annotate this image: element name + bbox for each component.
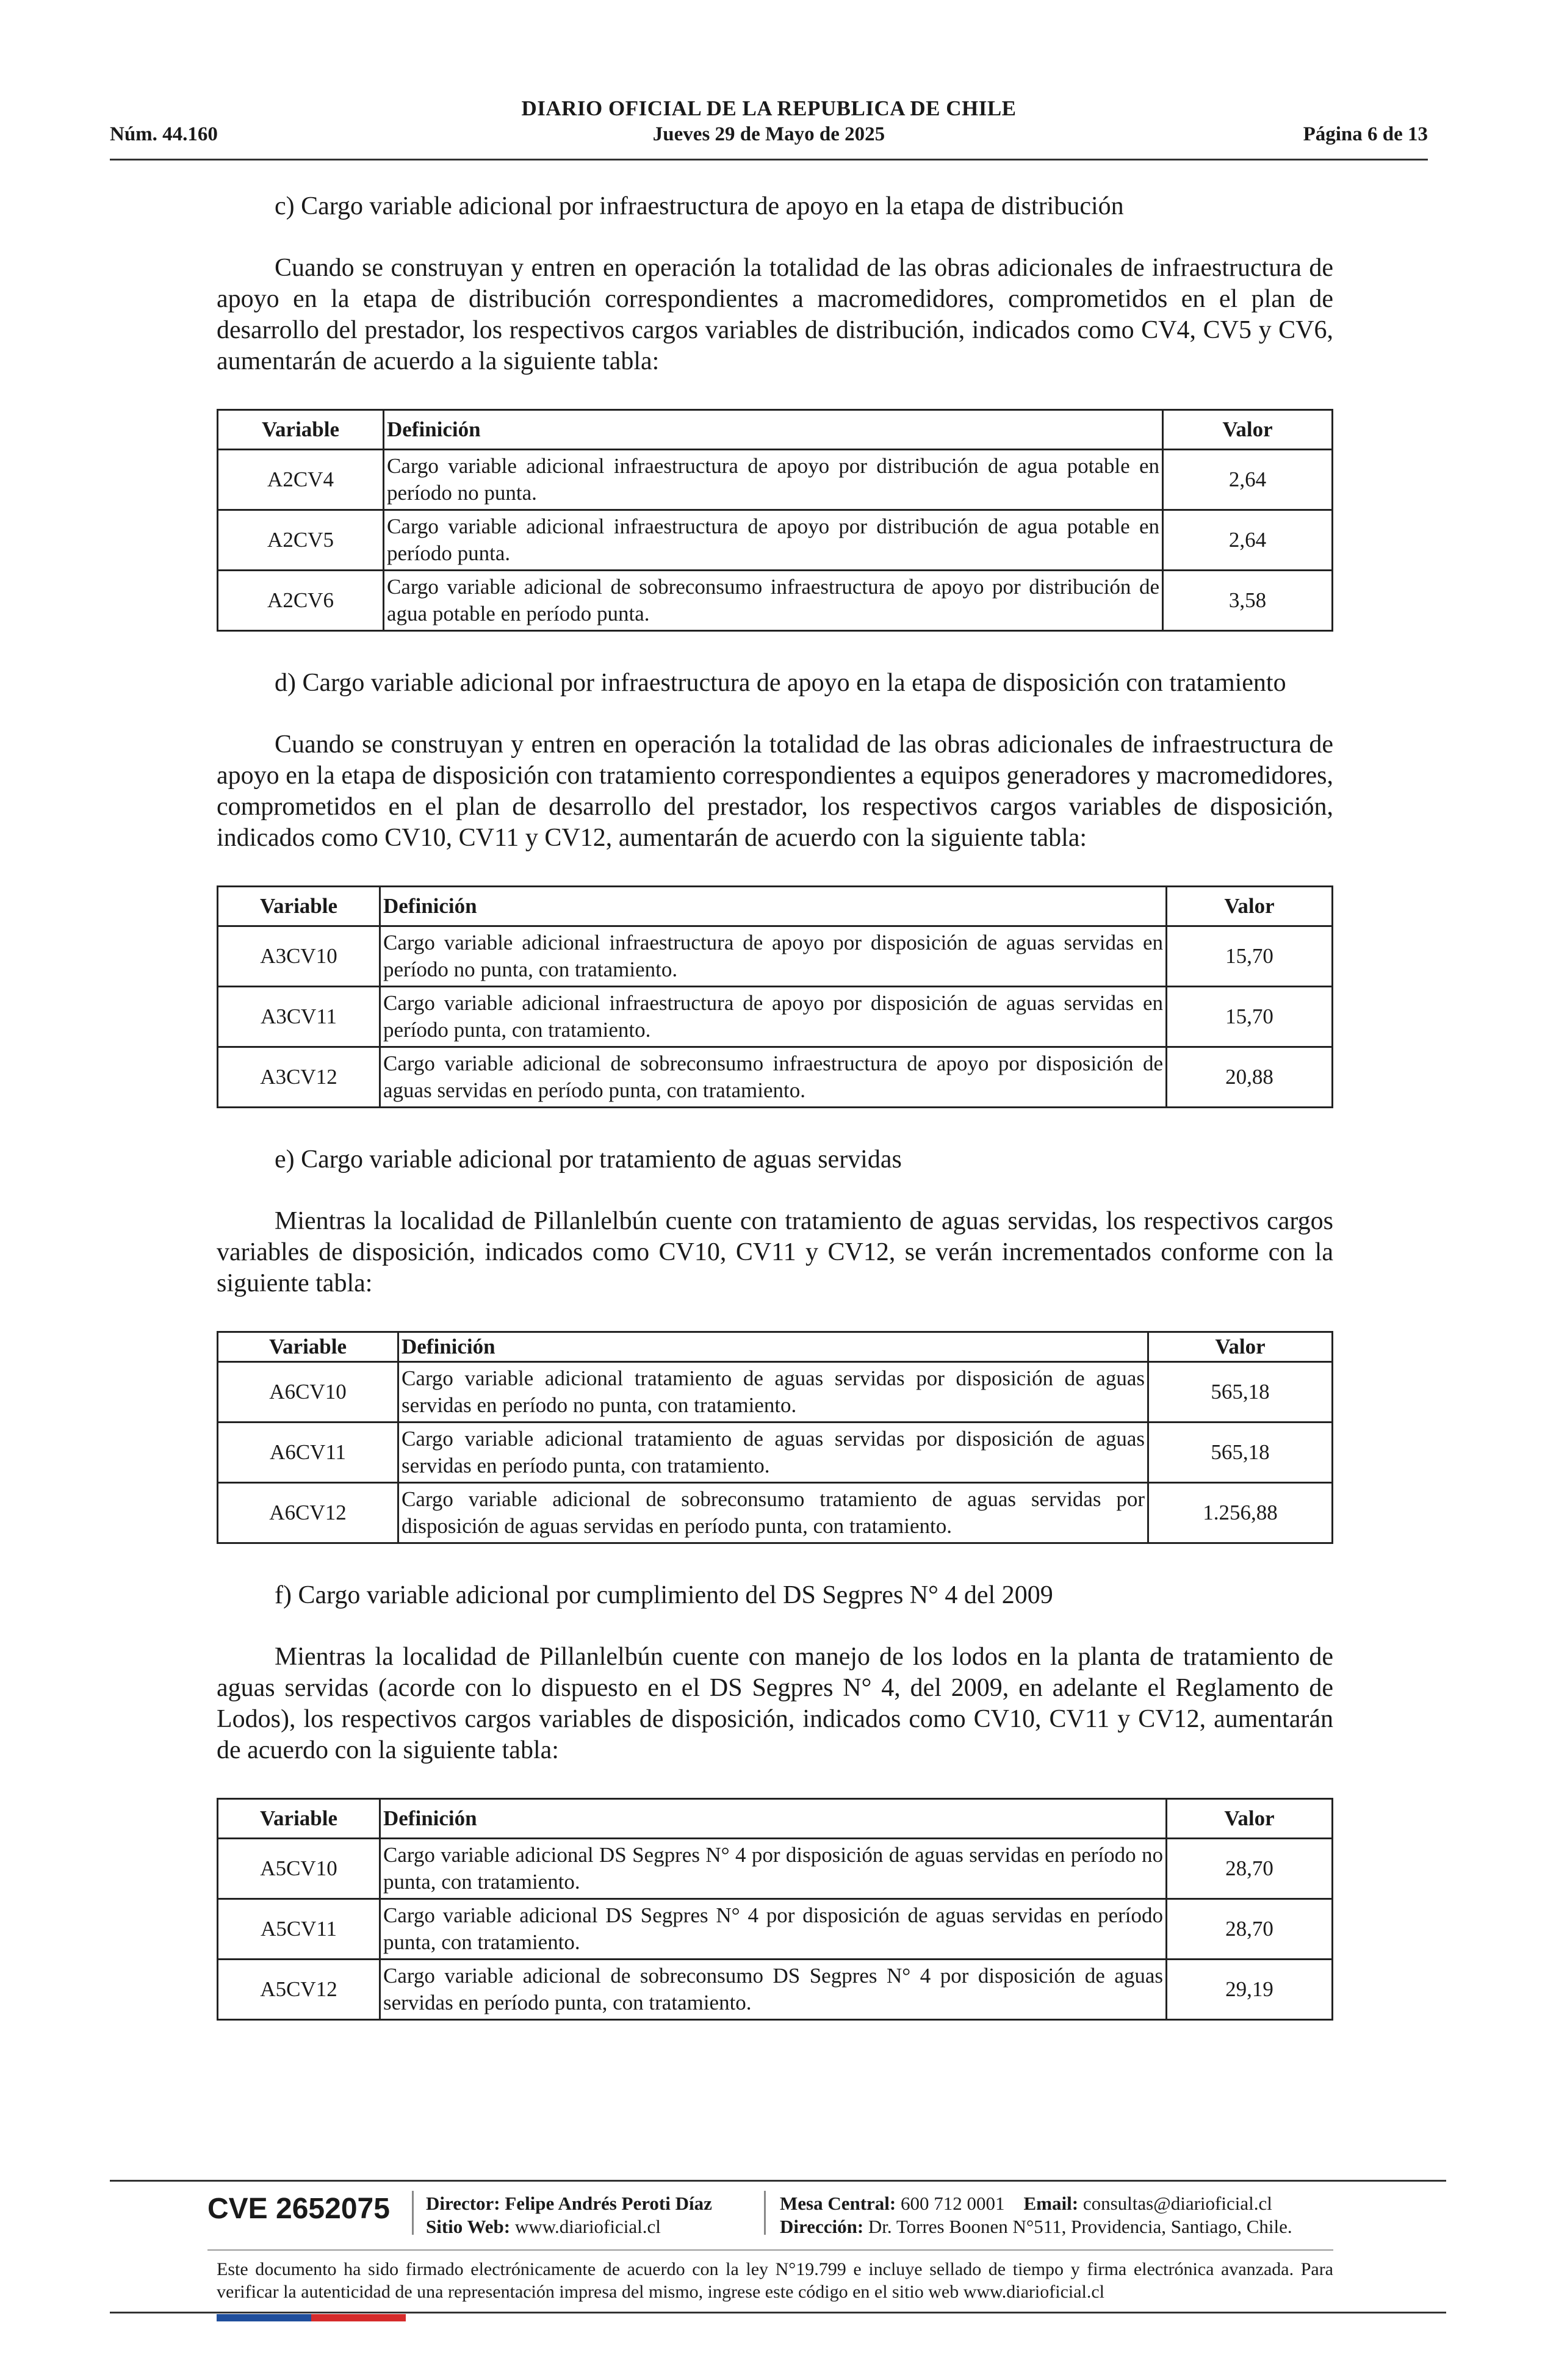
section-paragraph: Cuando se construyan y entren en operación la totalidad de las obras adicionales de infraestructura de apoyo en la etapa de disposición con tratamiento correspondientes a equipos generadores y macromedidores, comprometidos en el plan de desarrollo del prestador, los respectivos cargos variables de disposición, indicados como CV10, CV11 y CV12, aumentarán de acuerdo con la siguiente tabla:: [217, 730, 1333, 852]
table-row: [218, 1362, 1333, 1423]
table-row: [218, 1839, 1333, 1899]
value-cell: 15,70: [1167, 926, 1333, 987]
charges-table: [217, 1331, 1333, 1544]
variable-cell: A2CV6: [218, 571, 384, 631]
phone-number: 600 712 0001: [901, 2193, 1005, 2214]
value-cell: 28,70: [1167, 1839, 1333, 1899]
variable-cell: A3CV10: [218, 926, 380, 987]
variable-cell: A2CV4: [218, 450, 384, 510]
table-header-row: [218, 887, 1333, 926]
value-cell: 1.256,88: [1148, 1483, 1333, 1543]
footer-disclaimer: Este documento ha sido firmado electrónicamente de acuerdo con la ley N°19.799 e incluye sellado de tiempo y firma electrónica avanzada. Para verificar la autenticidad de una representación impresa del mismo, ingrese este código en el sitio web www.diarioficial.cl: [217, 2259, 1333, 2302]
section-heading: c) Cargo variable adicional por infraestructura de apoyo en la etapa de distribución: [275, 192, 1124, 220]
column-header: Valor: [1167, 887, 1333, 926]
value-cell: 565,18: [1148, 1423, 1333, 1483]
table-row: [218, 1423, 1333, 1483]
footer-bottom-rule: [110, 2312, 1446, 2313]
variable-cell: A5CV10: [218, 1839, 380, 1899]
site-label: Sitio Web:: [426, 2216, 511, 2237]
definition-cell: Cargo variable adicional de sobreconsumo DS Segpres N° 4 por disposición de aguas servidas en período punta, con tratamiento.: [380, 1960, 1167, 2020]
column-header: Variable: [218, 1332, 398, 1362]
issue-date: Jueves 29 de Mayo de 2025: [652, 123, 885, 145]
value-cell: 2,64: [1163, 510, 1333, 571]
definition-cell: Cargo variable adicional tratamiento de aguas servidas por disposición de aguas servidas en período punta, con tratamiento.: [398, 1423, 1148, 1483]
page-number: Página 6 de 13: [1303, 123, 1428, 145]
cve-code: CVE 2652075: [207, 2193, 390, 2225]
definition-cell: Cargo variable adicional de sobreconsumo infraestructura de apoyo por distribución de agua potable en período punta.: [384, 571, 1163, 631]
site-link[interactable]: www.diarioficial.cl: [514, 2216, 661, 2237]
column-header: Valor: [1167, 1799, 1333, 1839]
column-header: Definición: [380, 887, 1167, 926]
charges-table: [217, 885, 1333, 1108]
flag-red-stripe: [311, 2314, 406, 2321]
variable-cell: A6CV11: [218, 1423, 398, 1483]
definition-cell: Cargo variable adicional de sobreconsumo infraestructura de apoyo por disposición de aguas servidas en período punta, con tratamiento.: [380, 1047, 1167, 1108]
table-row: [218, 1960, 1333, 2020]
footer-mid-rule: [207, 2249, 1333, 2251]
footer-director-block: [426, 2192, 712, 2238]
email-label: Email:: [1023, 2193, 1079, 2214]
table-header-row: [218, 410, 1333, 450]
variable-cell: A3CV11: [218, 987, 380, 1047]
variable-cell: A2CV5: [218, 510, 384, 571]
value-cell: 20,88: [1167, 1047, 1333, 1108]
variable-cell: A5CV12: [218, 1960, 380, 2020]
definition-cell: Cargo variable adicional DS Segpres N° 4 por disposición de aguas servidas en período punta, con tratamiento.: [380, 1899, 1167, 1960]
page-header: [110, 92, 1428, 160]
definition-cell: Cargo variable adicional DS Segpres N° 4 por disposición de aguas servidas en período no punta, con tratamiento.: [380, 1839, 1167, 1899]
column-header: Definición: [384, 410, 1163, 450]
table-row: [218, 987, 1333, 1047]
value-cell: 565,18: [1148, 1362, 1333, 1423]
newspaper-title: DIARIO OFICIAL DE LA REPUBLICA DE CHILE: [521, 96, 1017, 120]
column-header: Valor: [1148, 1332, 1333, 1362]
definition-cell: Cargo variable adicional de sobreconsumo tratamiento de aguas servidas por disposición de aguas servidas en período punta, con tratamiento.: [398, 1483, 1148, 1543]
email-address[interactable]: consultas@diarioficial.cl: [1082, 2193, 1272, 2214]
footer-divider: [764, 2191, 766, 2235]
definition-cell: Cargo variable adicional tratamiento de aguas servidas por disposición de aguas servidas en período no punta, con tratamiento.: [398, 1362, 1148, 1423]
table-header-row: [218, 1332, 1333, 1362]
table-row: [218, 450, 1333, 510]
section-paragraph: Cuando se construyan y entren en operación la totalidad de las obras adicionales de infraestructura de apoyo en la etapa de distribución correspondientes a macromedidores, comprometidos en el plan de desarrollo del prestador, los respectivos cargos variables de distribución, indicados como CV4, CV5 y CV6, aumentarán de acuerdo a la siguiente tabla:: [217, 254, 1333, 375]
value-cell: 28,70: [1167, 1899, 1333, 1960]
column-header: Variable: [218, 1799, 380, 1839]
definition-cell: Cargo variable adicional infraestructura de apoyo por disposición de aguas servidas en período punta, con tratamiento.: [380, 987, 1167, 1047]
definition-cell: Cargo variable adicional infraestructura de apoyo por distribución de agua potable en período punta.: [384, 510, 1163, 571]
table-row: [218, 1483, 1333, 1543]
value-cell: 15,70: [1167, 987, 1333, 1047]
address: Dr. Torres Boonen N°511, Providencia, Santiago, Chile.: [868, 2216, 1292, 2237]
variable-cell: A6CV12: [218, 1483, 398, 1543]
definition-cell: Cargo variable adicional infraestructura de apoyo por disposición de aguas servidas en período no punta, con tratamiento.: [380, 926, 1167, 987]
column-header: Variable: [218, 887, 380, 926]
variable-cell: A3CV12: [218, 1047, 380, 1108]
footer-top-rule: [110, 2180, 1446, 2182]
column-header: Valor: [1163, 410, 1333, 450]
table-row: [218, 1899, 1333, 1960]
column-header: Definición: [398, 1332, 1148, 1362]
section-heading: e) Cargo variable adicional por tratamiento de aguas servidas: [275, 1145, 902, 1174]
director-name: Felipe Andrés Peroti Díaz: [505, 2193, 712, 2214]
phone-label: Mesa Central:: [780, 2193, 896, 2214]
table-row: [218, 571, 1333, 631]
section-heading: d) Cargo variable adicional por infraestructura de apoyo en la etapa de disposición con tratamiento: [275, 669, 1286, 697]
column-header: Variable: [218, 410, 384, 450]
section-heading: f) Cargo variable adicional por cumplimiento del DS Segpres N° 4 del 2009: [275, 1581, 1053, 1609]
charges-table: [217, 1798, 1333, 2021]
flag-blue-stripe: [217, 2314, 311, 2321]
value-cell: 29,19: [1167, 1960, 1333, 2020]
footer-divider: [412, 2191, 414, 2235]
value-cell: 3,58: [1163, 571, 1333, 631]
director-label: Director:: [426, 2193, 500, 2214]
section-paragraph: Mientras la localidad de Pillanlelbún cuente con tratamiento de aguas servidas, los respectivos cargos variables de disposición, indicados como CV10, CV11 y CV12, se verán incrementados conforme con la siguiente tabla:: [217, 1207, 1333, 1297]
table-row: [218, 510, 1333, 571]
charges-table: [217, 409, 1333, 632]
issue-number: Núm. 44.160: [110, 123, 218, 145]
variable-cell: A6CV10: [218, 1362, 398, 1423]
variable-cell: A5CV11: [218, 1899, 380, 1960]
footer-contact-block: [780, 2192, 1292, 2238]
definition-cell: Cargo variable adicional infraestructura de apoyo por distribución de agua potable en período no punta.: [384, 450, 1163, 510]
value-cell: 2,64: [1163, 450, 1333, 510]
address-label: Dirección:: [780, 2216, 864, 2237]
table-row: [218, 926, 1333, 987]
column-header: Definición: [380, 1799, 1167, 1839]
table-row: [218, 1047, 1333, 1108]
document-body: [217, 190, 1333, 2021]
table-header-row: [218, 1799, 1333, 1839]
section-paragraph: Mientras la localidad de Pillanlelbún cuente con manejo de los lodos en la planta de tratamiento de aguas servidas (acorde con lo dispuesto en el DS Segpres N° 4, del 2009, en adelante el Reglamento de Lodos), los respectivos cargos variables de disposición, indicados como CV10, CV11 y CV12, aumentarán de acuerdo con la siguiente tabla:: [217, 1643, 1333, 1764]
